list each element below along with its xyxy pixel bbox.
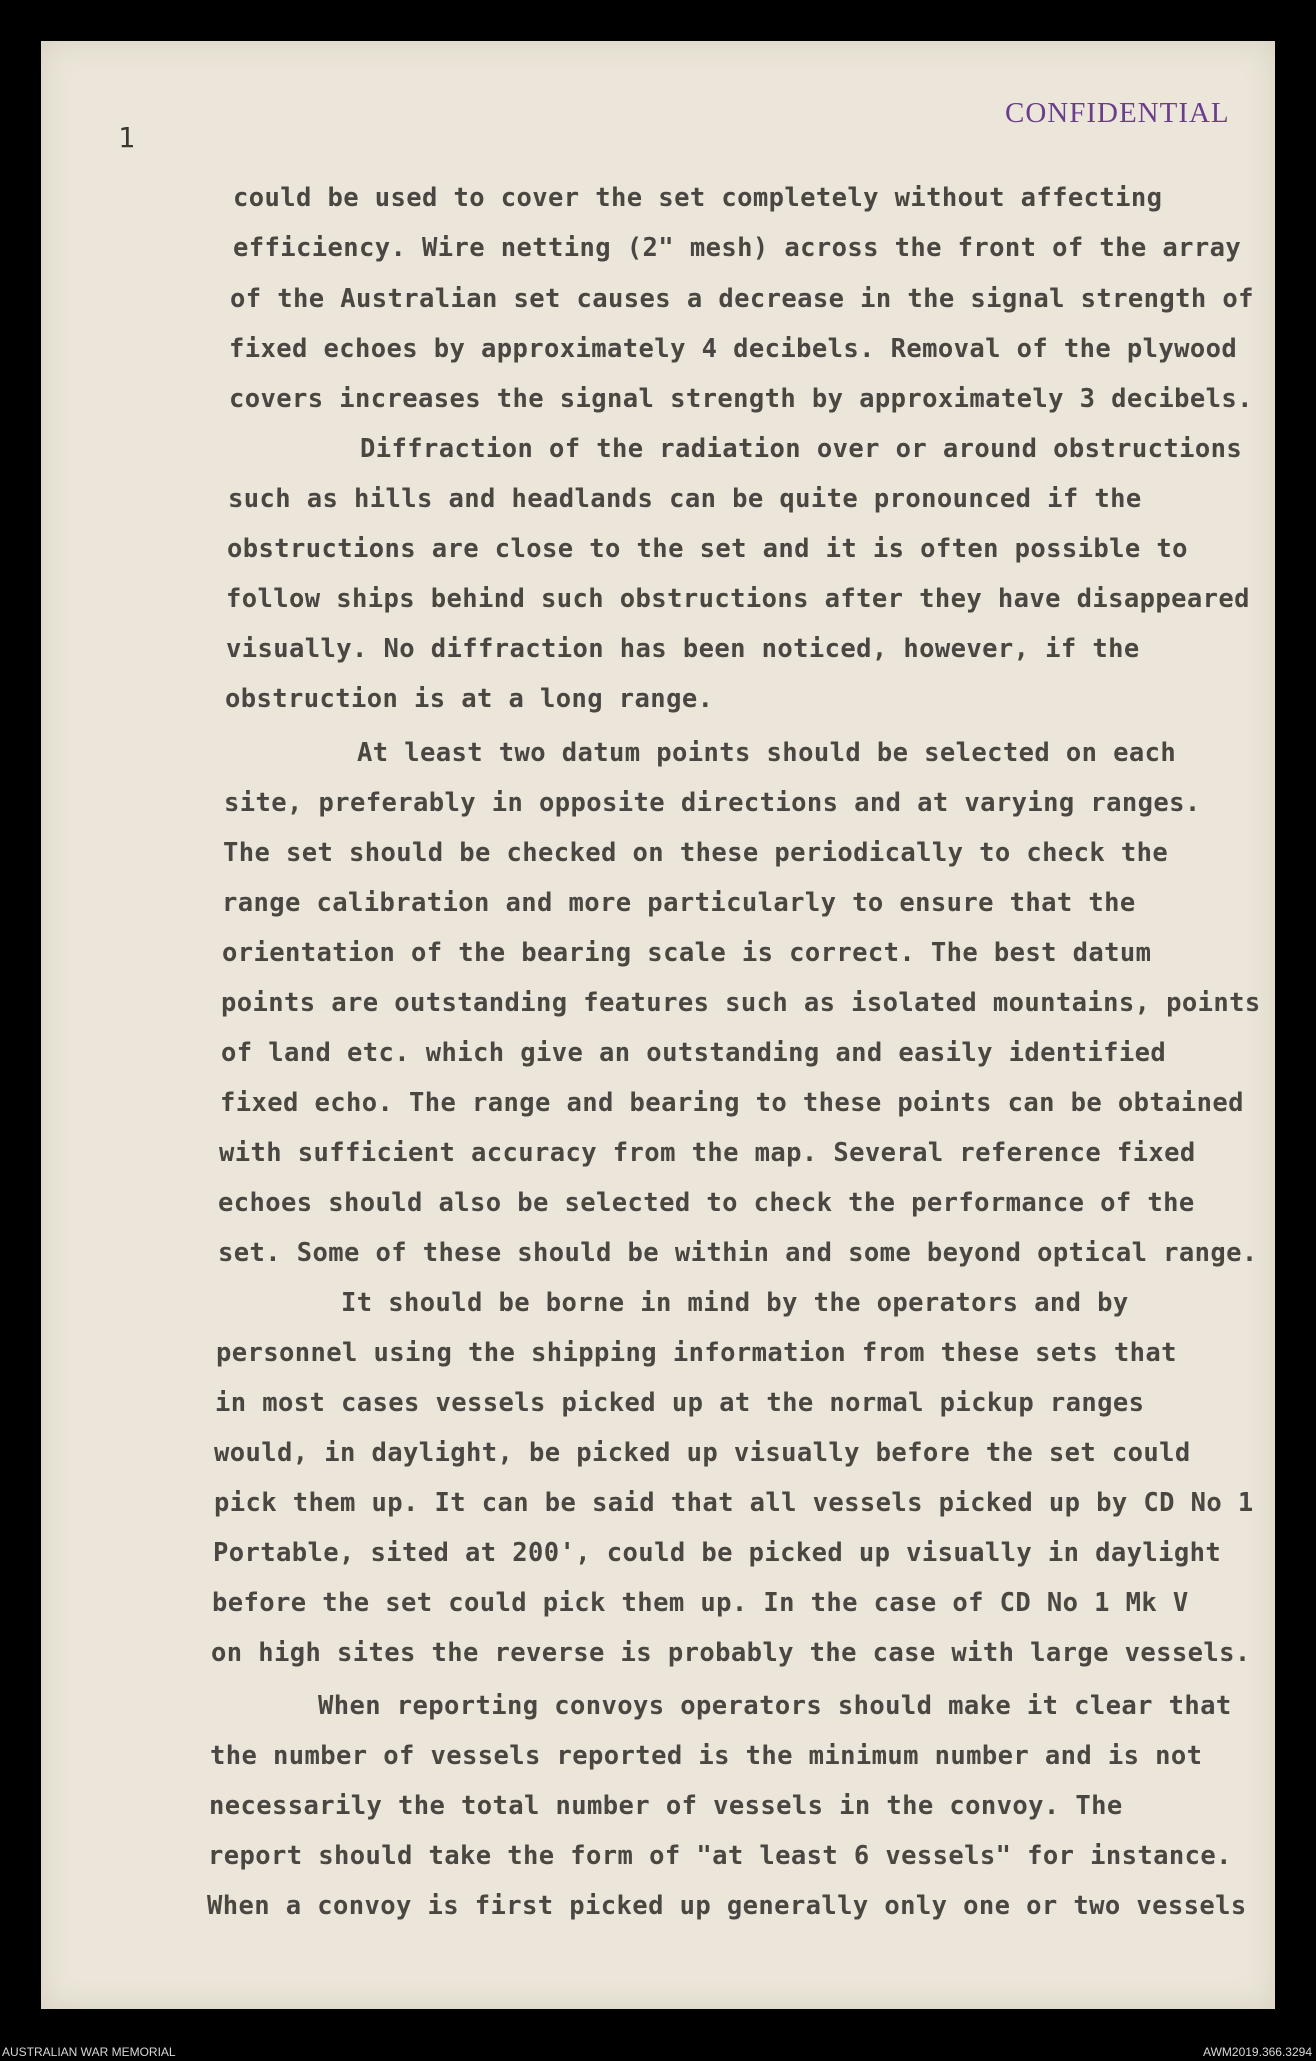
text-line: report should take the form of "at least 6 vessels" for instance. <box>208 1841 1232 1871</box>
text-line: Diffraction of the radiation over or around obstructions <box>360 434 1243 464</box>
text-line: fixed echoes by approximately 4 decibels. Removal of the plywood <box>229 334 1238 364</box>
text-line: necessarily the total number of vessels in the convoy. The <box>209 1791 1123 1821</box>
text-line: follow ships behind such obstructions after they have disappeared <box>226 584 1250 614</box>
text-line: visually. No diffraction has been noticed, however, if the <box>226 634 1140 664</box>
text-line: on high sites the reverse is probably the case with large vessels. <box>211 1638 1251 1668</box>
text-line: with sufficient accuracy from the map. Several reference fixed <box>219 1138 1196 1168</box>
text-line: At least two datum points should be selected on each <box>357 738 1177 768</box>
text-line: the number of vessels reported is the minimum number and is not <box>210 1741 1203 1771</box>
archive-credit: AUSTRALIAN WAR MEMORIAL <box>2 2045 176 2059</box>
text-line: in most cases vessels picked up at the normal pickup ranges <box>215 1388 1145 1418</box>
text-line: of the Australian set causes a decrease in the signal strength of <box>230 284 1254 314</box>
text-line: Portable, sited at 200', could be picked up visually in daylight <box>213 1538 1222 1568</box>
text-line: obstruction is at a long range. <box>225 684 714 714</box>
text-line: obstructions are close to the set and it is often possible to <box>227 534 1188 564</box>
text-line: The set should be checked on these periodically to check the <box>223 838 1169 868</box>
text-line: When a convoy is first picked up generally only one or two vessels <box>207 1891 1247 1921</box>
archive-reference: AWM2019.366.3294 <box>1203 2045 1312 2059</box>
text-line: range calibration and more particularly to ensure that the <box>222 888 1136 918</box>
confidential-stamp: CONFIDENTIAL <box>1005 97 1230 129</box>
text-line: fixed echo. The range and bearing to these points can be obtained <box>220 1088 1244 1118</box>
page-number-mark: 1 <box>118 121 135 154</box>
text-line: echoes should also be selected to check the performance of the <box>218 1188 1195 1218</box>
text-line: points are outstanding features such as isolated mountains, points <box>221 988 1261 1018</box>
text-line: before the set could pick them up. In the case of CD No 1 Mk V <box>212 1588 1189 1618</box>
text-line: covers increases the signal strength by approximately 3 decibels. <box>229 384 1253 414</box>
text-line: such as hills and headlands can be quite pronounced if the <box>228 484 1142 514</box>
text-line: orientation of the bearing scale is correct. The best datum <box>222 938 1152 968</box>
text-line: could be used to cover the set completely without affecting <box>233 183 1163 213</box>
text-line: site, preferably in opposite directions and at varying ranges. <box>224 788 1201 818</box>
text-line: would, in daylight, be picked up visually before the set could <box>214 1438 1191 1468</box>
text-line: It should be borne in mind by the operators and by <box>341 1288 1129 1318</box>
text-line: set. Some of these should be within and some beyond optical range. <box>218 1238 1258 1268</box>
text-line: efficiency. Wire netting (2" mesh) across the front of the array <box>233 233 1242 263</box>
text-line: of land etc. which give an outstanding and easily identified <box>221 1038 1167 1068</box>
text-line: personnel using the shipping information from these sets that <box>216 1338 1177 1368</box>
text-line: When reporting convoys operators should make it clear that <box>318 1691 1232 1721</box>
text-line: pick them up. It can be said that all vessels picked up by CD No 1 <box>214 1488 1254 1518</box>
